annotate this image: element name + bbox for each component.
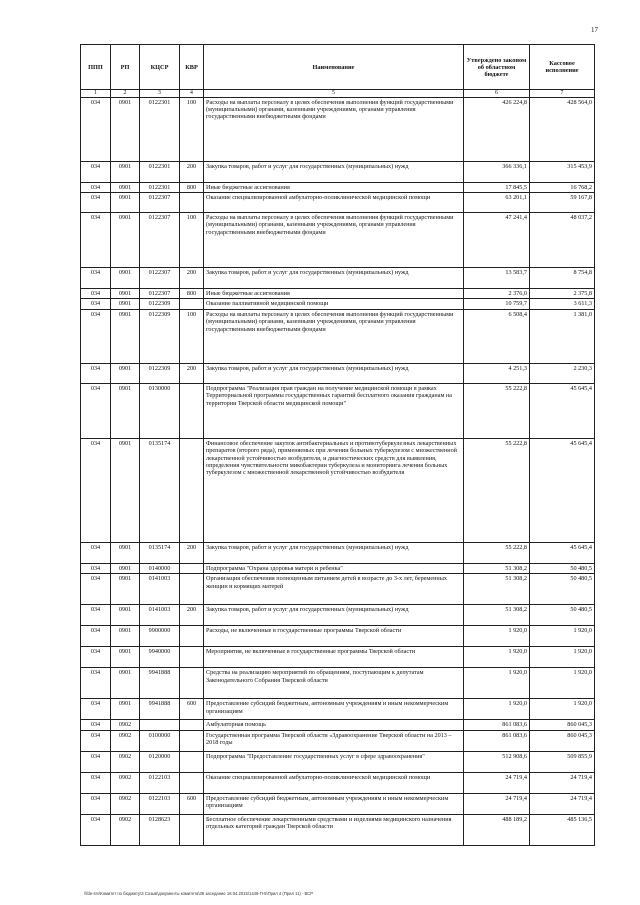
cell-approved: 47 241,4 <box>464 212 530 267</box>
cell-rp: 0902 <box>111 730 140 751</box>
cell-kcsr: 0140000 <box>140 563 180 573</box>
cell-kvr <box>180 299 204 309</box>
cell-kcsr: 0122309 <box>140 309 180 363</box>
table-row <box>81 720 595 730</box>
table-row <box>81 309 595 363</box>
cell-name: Подпрограмма "Реализация прав граждан на получение медицинской помощи в рамках Территориальной программы государственных гарантий бесплатного оказания гражданам на территории Тверской области медицинской помощи" <box>204 383 464 438</box>
cell-kvr: 200 <box>180 605 204 626</box>
cell-name: Оказание специализированной амбулаторно-поликлинической медицинской помощи <box>204 772 464 793</box>
cell-ppp: 034 <box>81 299 111 309</box>
cell-kvr: 100 <box>180 309 204 363</box>
cell-kvr: 600 <box>180 699 204 720</box>
cell-rp: 0901 <box>111 626 140 647</box>
cell-kvr <box>180 730 204 751</box>
cell-kvr: 100 <box>180 97 204 161</box>
cell-approved: 55 222,8 <box>464 438 530 542</box>
table-row <box>81 563 595 573</box>
cell-ppp: 034 <box>81 574 111 605</box>
cell-rp: 0901 <box>111 182 140 192</box>
cell-kvr <box>180 814 204 845</box>
cell-kcsr: 0122301 <box>140 97 180 161</box>
cell-ppp: 034 <box>81 161 111 182</box>
cell-rp: 0901 <box>111 97 140 161</box>
cell-kvr: 200 <box>180 161 204 182</box>
cell-rp: 0902 <box>111 793 140 814</box>
cell-name: Оказание специализированной амбулаторно-поликлинической медицинской помощи <box>204 192 464 212</box>
table-row <box>81 626 595 647</box>
column-number: 5 <box>204 90 464 98</box>
cell-cash: 24 719,4 <box>530 793 595 814</box>
table-row <box>81 267 595 288</box>
cell-kcsr: 0122307 <box>140 212 180 267</box>
cell-name: Расходы на выплаты персоналу в целях обеспечения выполнения функций государственными (муниципальными) органами, казенными учреждениями, органами управления государственными внебюджетными фондами <box>204 212 464 267</box>
cell-name: Закупка товаров, работ и услуг для государственных (муниципальных) нужд <box>204 542 464 563</box>
cell-cash: 50 480,5 <box>530 605 595 626</box>
cell-name: Мероприятия, не включенные в государственные программы Тверской области <box>204 647 464 668</box>
table-row <box>81 668 595 699</box>
cell-approved: 861 083,6 <box>464 720 530 730</box>
cell-cash: 2 230,3 <box>530 363 595 383</box>
cell-kvr: 600 <box>180 793 204 814</box>
cell-cash: 59 167,8 <box>530 192 595 212</box>
table-row <box>81 192 595 212</box>
cell-rp: 0901 <box>111 309 140 363</box>
cell-rp: 0902 <box>111 772 140 793</box>
cell-rp: 0901 <box>111 299 140 309</box>
cell-kvr: 100 <box>180 212 204 267</box>
cell-cash: 50 480,5 <box>530 563 595 573</box>
cell-ppp: 034 <box>81 563 111 573</box>
cell-kvr: 200 <box>180 363 204 383</box>
column-number: 4 <box>180 90 204 98</box>
header-name: Наименование <box>204 45 464 90</box>
cell-name: Предоставление субсидий бюджетным, автономным учреждениям и иным некоммерческим организациям <box>204 699 464 720</box>
cell-ppp: 034 <box>81 772 111 793</box>
cell-approved: 6 508,4 <box>464 309 530 363</box>
header-cash: Кассовое исполнение <box>530 45 595 90</box>
cell-approved: 1 920,0 <box>464 699 530 720</box>
cell-rp: 0901 <box>111 438 140 542</box>
cell-approved: 426 224,8 <box>464 97 530 161</box>
header-ppp: ППП <box>81 45 111 90</box>
table-row <box>81 288 595 298</box>
cell-cash: 860 045,3 <box>530 720 595 730</box>
column-number: 3 <box>140 90 180 98</box>
cell-rp: 0901 <box>111 668 140 699</box>
cell-cash: 45 645,4 <box>530 438 595 542</box>
cell-cash: 48 037,2 <box>530 212 595 267</box>
cell-kcsr: 0122103 <box>140 772 180 793</box>
cell-kvr: 800 <box>180 288 204 298</box>
cell-cash: 1 381,0 <box>530 309 595 363</box>
cell-rp: 0901 <box>111 699 140 720</box>
budget-table <box>80 44 595 846</box>
cell-ppp: 034 <box>81 668 111 699</box>
cell-name: Иные бюджетные ассигнования <box>204 288 464 298</box>
cell-kvr <box>180 563 204 573</box>
cell-approved: 51 308,2 <box>464 563 530 573</box>
table-row <box>81 438 595 542</box>
cell-cash: 1 920,0 <box>530 626 595 647</box>
cell-ppp: 034 <box>81 751 111 772</box>
table-row <box>81 182 595 192</box>
page-number: 17 <box>591 26 598 34</box>
cell-cash: 1 920,0 <box>530 699 595 720</box>
cell-ppp: 034 <box>81 793 111 814</box>
cell-ppp: 034 <box>81 192 111 212</box>
table-row <box>81 363 595 383</box>
cell-rp: 0901 <box>111 288 140 298</box>
cell-kvr: 200 <box>180 267 204 288</box>
header-row <box>81 45 595 90</box>
cell-rp: 0901 <box>111 161 140 182</box>
cell-approved: 17 845,5 <box>464 182 530 192</box>
table-row <box>81 772 595 793</box>
cell-kcsr: 0122309 <box>140 299 180 309</box>
cell-ppp: 034 <box>81 438 111 542</box>
cell-cash: 45 645,4 <box>530 383 595 438</box>
cell-kvr: 800 <box>180 182 204 192</box>
cell-rp: 0901 <box>111 542 140 563</box>
cell-cash: 24 719,4 <box>530 772 595 793</box>
cell-name: Подпрограмма "Охрана здоровья матери и ребенка" <box>204 563 464 573</box>
cell-kcsr: 0120000 <box>140 751 180 772</box>
cell-kvr <box>180 772 204 793</box>
cell-ppp: 034 <box>81 309 111 363</box>
cell-ppp: 034 <box>81 542 111 563</box>
cell-name: Средства на реализацию мероприятий по обращениям, поступающим к депутатам Законодательного Собрания Тверской области <box>204 668 464 699</box>
cell-kcsr: 0135174 <box>140 542 180 563</box>
cell-rp: 0901 <box>111 363 140 383</box>
cell-cash: 428 564,0 <box>530 97 595 161</box>
table-row <box>81 793 595 814</box>
table-row <box>81 542 595 563</box>
column-number: 1 <box>81 90 111 98</box>
cell-rp: 0901 <box>111 563 140 573</box>
cell-rp: 0902 <box>111 720 140 730</box>
cell-name: Иные бюджетные ассигнования <box>204 182 464 192</box>
cell-kcsr: 0128623 <box>140 814 180 845</box>
cell-name: Закупка товаров, работ и услуг для государственных (муниципальных) нужд <box>204 605 464 626</box>
cell-ppp: 034 <box>81 288 111 298</box>
cell-approved: 51 308,2 <box>464 574 530 605</box>
cell-cash: 485 136,5 <box>530 814 595 845</box>
table-row <box>81 574 595 605</box>
cell-kcsr <box>140 720 180 730</box>
cell-approved: 512 908,6 <box>464 751 530 772</box>
cell-kvr <box>180 574 204 605</box>
cell-name: Подпрограмма "Предоставление государственных услуг в сфере здравоохранения" <box>204 751 464 772</box>
cell-name: Закупка товаров, работ и услуг для государственных (муниципальных) нужд <box>204 161 464 182</box>
column-number: 7 <box>530 90 595 98</box>
table-row <box>81 699 595 720</box>
cell-ppp: 034 <box>81 730 111 751</box>
cell-kvr <box>180 438 204 542</box>
cell-ppp: 034 <box>81 383 111 438</box>
cell-kvr <box>180 720 204 730</box>
cell-rp: 0901 <box>111 267 140 288</box>
cell-kvr <box>180 751 204 772</box>
cell-name: Бесплатное обеспечение лекарственными средствами и изделиями медицинского назначения отдельных категорий граждан Тверской области <box>204 814 464 845</box>
cell-kcsr: 0122301 <box>140 161 180 182</box>
cell-approved: 55 222,8 <box>464 383 530 438</box>
cell-approved: 366 336,1 <box>464 161 530 182</box>
cell-kvr <box>180 647 204 668</box>
cell-name: Финансовое обеспечение закупок антибактериальных и противотуберкулезных лекарственных препаратов (второго ряда), применяемых при лечении больных туберкулезом с множественной лекарственной устойчивостью возбудителя, и диагностических средств для выявления, определения чувствительности микобактерии туберкулеза и мониторинга лечения больных туберкулезом с множественной лекарственной устойчивостью возбудителя <box>204 438 464 542</box>
cell-approved: 1 920,0 <box>464 647 530 668</box>
cell-ppp: 034 <box>81 626 111 647</box>
cell-cash: 8 754,8 <box>530 267 595 288</box>
cell-kvr <box>180 192 204 212</box>
cell-name: Закупка товаров, работ и услуг для государственных (муниципальных) нужд <box>204 363 464 383</box>
cell-kcsr: 9941888 <box>140 699 180 720</box>
table-row <box>81 212 595 267</box>
cell-ppp: 034 <box>81 267 111 288</box>
cell-ppp: 034 <box>81 814 111 845</box>
cell-rp: 0901 <box>111 647 140 668</box>
column-number-row <box>81 90 595 98</box>
cell-cash: 1 920,0 <box>530 647 595 668</box>
cell-cash: 315 453,9 <box>530 161 595 182</box>
cell-kcsr: 9940000 <box>140 647 180 668</box>
cell-name: Организация обеспечения полноценным питанием детей в возрасте до 3-х лет, беременных женщин и кормящих матерей <box>204 574 464 605</box>
column-number: 6 <box>464 90 530 98</box>
cell-cash: 860 045,3 <box>530 730 595 751</box>
cell-rp: 0902 <box>111 751 140 772</box>
table-row <box>81 814 595 845</box>
cell-approved: 1 920,0 <box>464 626 530 647</box>
cell-cash: 509 855,9 <box>530 751 595 772</box>
cell-approved: 10 759,7 <box>464 299 530 309</box>
cell-rp: 0901 <box>111 605 140 626</box>
cell-cash: 1 920,0 <box>530 668 595 699</box>
cell-kcsr: 0122307 <box>140 288 180 298</box>
cell-approved: 51 308,2 <box>464 605 530 626</box>
cell-rp: 0901 <box>111 383 140 438</box>
file-path-footer: \\fde-srv\Комитет по бюджету\3 Созыв\документы комитета\36 заседание 16.04.2015\1446-П-5\Прил 4 (Прил 11) - ВСР <box>84 891 313 896</box>
table-row <box>81 605 595 626</box>
table-row <box>81 161 595 182</box>
cell-ppp: 034 <box>81 212 111 267</box>
table-row <box>81 383 595 438</box>
cell-kcsr: 0141003 <box>140 605 180 626</box>
cell-approved: 24 719,4 <box>464 772 530 793</box>
cell-approved: 488 189,2 <box>464 814 530 845</box>
cell-ppp: 034 <box>81 720 111 730</box>
cell-name: Расходы на выплаты персоналу в целях обеспечения выполнения функций государственными (муниципальными) органами, казенными учреждениями, органами управления государственными внебюджетными фондами <box>204 97 464 161</box>
cell-kcsr: 0122309 <box>140 363 180 383</box>
header-kcsr: КЦСР <box>140 45 180 90</box>
cell-approved: 13 583,7 <box>464 267 530 288</box>
cell-cash: 3 611,3 <box>530 299 595 309</box>
cell-name: Расходы, не включенные в государственные программы Тверской области <box>204 626 464 647</box>
cell-approved: 861 083,6 <box>464 730 530 751</box>
cell-approved: 24 719,4 <box>464 793 530 814</box>
cell-name: Закупка товаров, работ и услуг для государственных (муниципальных) нужд <box>204 267 464 288</box>
cell-kcsr: 9900000 <box>140 626 180 647</box>
cell-kcsr: 0135174 <box>140 438 180 542</box>
cell-kvr: 200 <box>180 542 204 563</box>
cell-cash: 45 645,4 <box>530 542 595 563</box>
cell-kcsr: 0122307 <box>140 267 180 288</box>
cell-ppp: 034 <box>81 647 111 668</box>
cell-approved: 2 376,0 <box>464 288 530 298</box>
table-row <box>81 299 595 309</box>
cell-kcsr: 9941888 <box>140 668 180 699</box>
cell-cash: 16 768,2 <box>530 182 595 192</box>
header-kvr: КВР <box>180 45 204 90</box>
cell-rp: 0902 <box>111 814 140 845</box>
cell-ppp: 034 <box>81 605 111 626</box>
header-rp: РП <box>111 45 140 90</box>
cell-kcsr: 0122307 <box>140 192 180 212</box>
table-row <box>81 751 595 772</box>
cell-cash: 2 375,8 <box>530 288 595 298</box>
cell-kcsr: 0141003 <box>140 574 180 605</box>
cell-cash: 50 480,5 <box>530 574 595 605</box>
cell-approved: 1 920,0 <box>464 668 530 699</box>
cell-name: Расходы на выплаты персоналу в целях обеспечения выполнения функций государственными (муниципальными) органами, казенными учреждениями, органами управления государственными внебюджетными фондами <box>204 309 464 363</box>
table-row <box>81 647 595 668</box>
cell-approved: 55 222,8 <box>464 542 530 563</box>
column-number: 2 <box>111 90 140 98</box>
cell-kcsr: 0100000 <box>140 730 180 751</box>
cell-kvr <box>180 626 204 647</box>
cell-name: Оказание паллиативной медицинской помощи <box>204 299 464 309</box>
cell-ppp: 034 <box>81 97 111 161</box>
cell-approved: 4 251,3 <box>464 363 530 383</box>
cell-name: Государственная программа Тверской области «Здравоохранение Тверской области на 2013 – 2018 годы <box>204 730 464 751</box>
cell-approved: 63 201,1 <box>464 192 530 212</box>
cell-kvr <box>180 383 204 438</box>
table-row <box>81 730 595 751</box>
cell-kcsr: 0122103 <box>140 793 180 814</box>
cell-rp: 0901 <box>111 192 140 212</box>
cell-rp: 0901 <box>111 574 140 605</box>
cell-ppp: 034 <box>81 363 111 383</box>
cell-rp: 0901 <box>111 212 140 267</box>
cell-kcsr: 0122301 <box>140 182 180 192</box>
table-row <box>81 97 595 161</box>
header-approved: Утверждено законом об областном бюджете <box>464 45 530 90</box>
cell-name: Амбулаторная помощь <box>204 720 464 730</box>
cell-ppp: 034 <box>81 699 111 720</box>
cell-name: Предоставление субсидий бюджетным, автономным учреждениям и иным некоммерческим организациям <box>204 793 464 814</box>
cell-kcsr: 0130000 <box>140 383 180 438</box>
cell-ppp: 034 <box>81 182 111 192</box>
cell-kvr <box>180 668 204 699</box>
